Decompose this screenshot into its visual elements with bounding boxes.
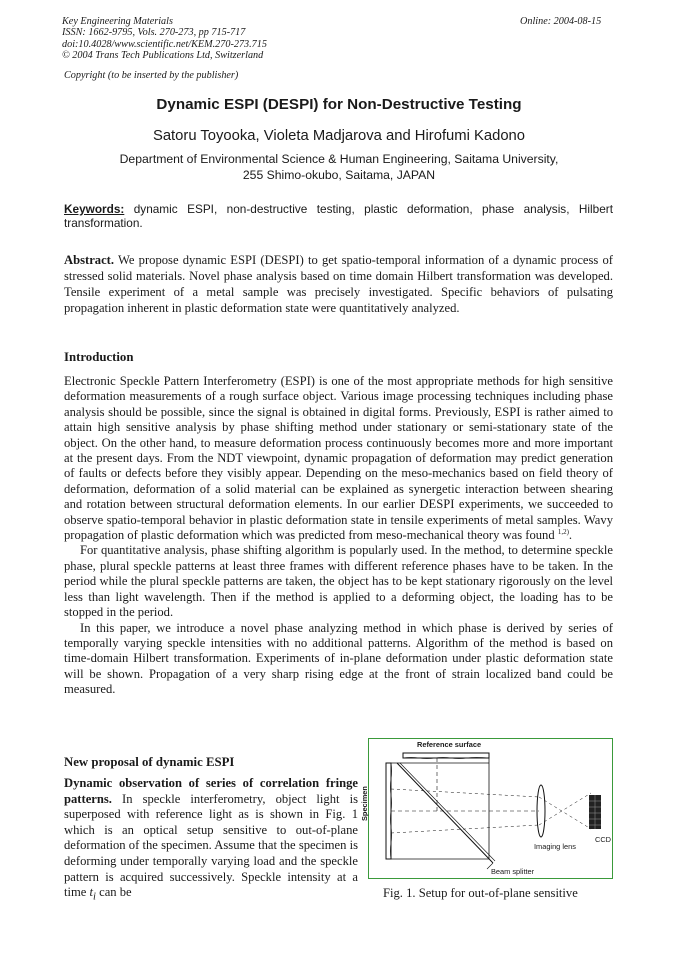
beam-splitter-label: Beam splitter (491, 867, 535, 876)
specimen-plate (386, 763, 391, 859)
abstract (64, 252, 613, 316)
keywords (64, 202, 613, 230)
time-variable: t (89, 885, 94, 900)
citation-ref: 1,2) (557, 528, 569, 537)
affiliation (0, 152, 678, 183)
keywords-label: Keywords: (64, 202, 125, 216)
intro-p1-text: Electronic Speckle Pattern Interferometry (ESPI) is one of the most appropriate methods for high sensitive deformation measurements of a rough surface object. Various image processing techniques including phase analysis should be possible, since the signal is obtained in digital forms. Previously, ESPI is rather aimed to attain high sensitive analysis by phase shifting method under stationary or semi-stationary state of the object. On the other hand, to measure deformation process continuously becomes more and more important at the present days. From the NDT viewpoint, dynamic propagation of deformation may predict generation of faults or defects before they visibly appear. Depending on the meso-mechanics based on field theory of deformation, deformation of a solid material can be explained as synergetic interaction between shearing and rotation between structural deformation elements. In our earlier DESPI experiments, we succeeded to observe spatio-temporal behavior in plastic deformation state in tensile experiments of metal samples. Wavy propagation of plastic deformation which was predicted from meso-mechanical theory was found (64, 374, 613, 543)
object-ray (391, 825, 539, 833)
figure-caption: Fig. 1. Setup for out-of-plane sensitive (383, 886, 578, 900)
subsection-label: Dynamic observation of series of correlation fringe patterns. (64, 776, 358, 806)
imaging-lens-label: Imaging lens (534, 842, 576, 851)
intro-paragraph-1 (64, 374, 613, 543)
ccd-label: CCD (595, 835, 612, 844)
intro-paragraph-3: In this paper, we introduce a novel phase analyzing method in which phase is derived by series of temporally varying speckle intensities with no additional patterns. Algorithm of the method is based on time-domain Hilbert transformation. Experiments of in-plane deformation under plastic deformation state will be shown. Propagation of a very sharp rising edge at the front of strain localized band could be measured. (64, 620, 613, 697)
image-ray (539, 797, 591, 829)
paper-title: Dynamic ESPI (DESPI) for Non-Destructive Testing (156, 96, 522, 113)
specimen-label: Specimen (360, 786, 369, 821)
online-date: Online: 2004-08-15 (520, 16, 602, 27)
abstract-text: We propose dynamic ESPI (DESPI) to get spatio-temporal information of a dynamic process of stressed solid materials. Novel phase analysis based on time domain Hilbert transformation was developed. Tensile experiment of a metal sample was precisely investigated. Specific behaviors of pulsating propagation inherent in plastic deformation state were quantitatively analyzed. (64, 253, 613, 315)
optical-setup-figure (360, 738, 613, 879)
issn-line: ISSN: 1662-9795, Vols. 270-273, pp 715-717 (62, 27, 246, 39)
section-heading-new-proposal: New proposal of dynamic ESPI (64, 755, 235, 769)
copyright-note: Copyright (to be inserted by the publisher) (64, 70, 239, 81)
author-list: Satoru Toyooka, Violeta Madjarova and Hirofumi Kadono (152, 128, 526, 144)
affiliation-line-1: Department of Environmental Science & Human Engineering, Saitama University, (119, 152, 559, 166)
section-heading-introduction: Introduction (64, 350, 134, 364)
journal-name: Key Engineering Materials (62, 16, 173, 27)
new-proposal-tail: can be (95, 885, 132, 900)
time-index: i (93, 891, 96, 903)
optical-setup-diagram (369, 739, 614, 880)
object-ray (391, 789, 539, 797)
keywords-text: dynamic ESPI, non-destructive testing, plastic deformation, phase analysis, Hilbert transformation. (64, 202, 613, 230)
reference-surface-label: Reference surface (417, 740, 482, 749)
abstract-label: Abstract. (64, 253, 115, 267)
doi-line: doi:10.4028/www.scientific.net/KEM.270-273.715 (62, 38, 267, 50)
new-proposal-body (64, 776, 358, 905)
new-proposal-text: In speckle interferometry, object light is superposed with reference light as is shown in Fig. 1 which is an optical setup sensitive to out-of-plane deformation of the specimen. Assume that the specimen is deforming under temporally varying load and the speckle pattern is acquired successively. Speckle intensity at a time (64, 791, 358, 900)
introduction-body (64, 374, 613, 698)
image-ray (539, 793, 591, 825)
publisher-line: © 2004 Trans Tech Publications Ltd, Switzerland (62, 50, 264, 62)
beam-splitter-glass (397, 763, 493, 863)
intro-p1-end: . (568, 528, 573, 543)
affiliation-line-2: 255 Shimo-okubo, Saitama, JAPAN (242, 167, 436, 182)
intro-paragraph-2: For quantitative analysis, phase shifting algorithm is popularly used. In the method, to determine speckle phase, plural speckle patterns at least three frames with different reference phases have to be taken. In the period while the plural speckle patterns are taken, the object has to be kept stationary rigorously on the level less than light wavelength. Then if the method is applied to a deforming object, the loading has to be stopped in the period. (64, 543, 613, 620)
beam-splitter-glass (400, 763, 495, 861)
journal-header (62, 16, 267, 62)
